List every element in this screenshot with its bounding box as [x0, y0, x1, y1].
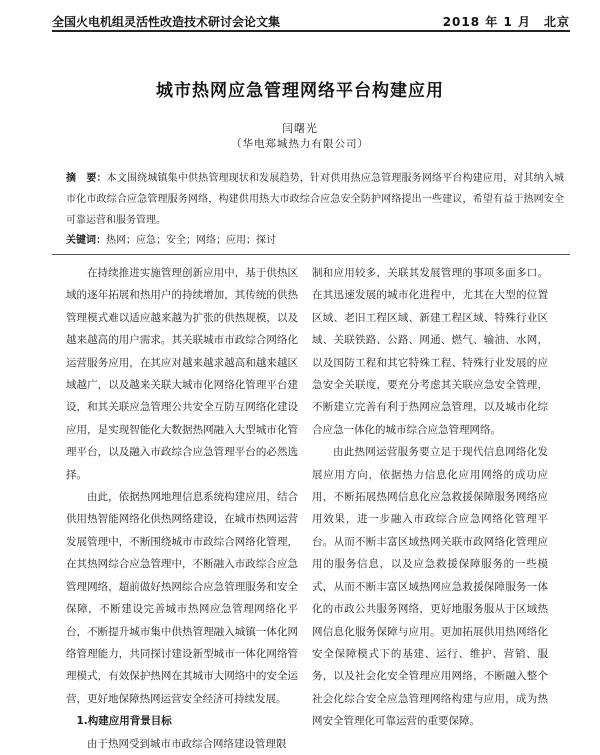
right-column — [312, 262, 548, 733]
author-name: 闫曙光 — [282, 122, 318, 135]
publication-date: 2018 年 1 月 北京 — [442, 15, 570, 29]
abstract-label: 摘 要： — [66, 173, 107, 184]
left-column — [66, 262, 298, 755]
abstract-text: 本文围绕城镇集中供热管理现状和发展趋势，针对供用热应急管理服务网络平台构建应用，对其纳入城市化市政综合应急管理服务网络，构建供用热大市政综合应急安全防护网络提出一些建议，希望有益于热网安全可靠运营和服务管理。 — [66, 173, 565, 226]
abstract — [66, 168, 564, 231]
section-divider — [52, 254, 570, 255]
header-rule — [52, 30, 570, 32]
journal-name: 全国火电机组灵活性改造技术研讨会论文集 — [52, 15, 281, 29]
keywords-label: 关键词： — [66, 235, 106, 246]
body-paragraph: 由于热网受到城市市政综合网络建设管理限 — [87, 737, 287, 750]
body-paragraph: 制和应用较多，关联其发展管理的事项多面多口。在其迅速发展的城市化进程中，尤其在大型的位置区域、老旧工程区域、新建工程区域、特殊行业区域、关联铁路、公路、网通、燃气、输油、水网，以及国防工程和其它特殊工程、特殊行业发展的应急安全关联度，要充分考虑其关联应急安全管理，不断建立完善有利于热网应急管理，以及城市化综合应急一体化的城市综合应急管理网络。 — [312, 267, 548, 436]
keywords — [66, 230, 564, 251]
section-heading: 1.构建应用背景目标 — [76, 715, 172, 728]
paper-title: 城市热网应急管理网络平台构建应用 — [156, 81, 444, 101]
keywords-text: 热网；应急；安全；网络；应用；探讨 — [106, 235, 276, 246]
body-paragraph: 在持续推进实施管理创新应用中，基于供热区域的逐年拓展和热用户的持续增加，其传统的供热管理模式难以适应越来越为扩张的供热规模，以及越来越高的用户需求。其关联城市市政综合网络化运营服务应用，在其应对越来越求越高和越来越区域越广，以及越来关联大城市化网络化管理平台建设，和其关联应急管理公共安全互防互网络化建设应用，是实现智能化大数据热网融入大型城市化管理平台，以及融入市政综合应急管理平台的必然选择。 — [66, 267, 298, 481]
body-paragraph: 由此热网运营服务要立足于现代信息网络化发展应用方向，依据热力信息化应用网络的成功应用，不断拓展热网信息化应急救援保障服务网络应用效果，进一步融入市政综合应急网络化管理平台。从而不断丰富区域热网关联市政网络化管理应用的服务信息，以及应急救援保障服务的一些模式，从而不断丰富区域热网应急救援保障服务一体化的市政公共服务网络，更好地服务服从于区域热网信息化服务保障与应用。更加拓展供用热网络化安全保障模式下的基建、运行、维护、营销、服务，以及社会化安全管理应用网络，不断融入整个社会化综合安全应急管理网络构建与应用，成为热网安全管理化可靠运营的重要保障。 — [312, 446, 548, 728]
author-affiliation: （华电郑城热力有限公司） — [231, 138, 369, 150]
body-paragraph: 由此，依据热网地理信息系统构建应用，结合供用热智能网络化供热网络建设，在城市热网运营发展管理中，不断围绕城市市政综合网络化管理，在其热网综合应急管理中，不断融入市政综合应急管理网络，超前做好热网综合应急管理服务和安全保障，不断建设完善城市热网应急管理网络化平台，不断提升城市集中供热管理融入城镇一体化网络管理能力，共同探讨建设新型城市一体化网络管理模式，有效保护热网在其城市大网络中的安全运营，更好地保障热网运营安全经济可持续发展。 — [66, 491, 298, 705]
